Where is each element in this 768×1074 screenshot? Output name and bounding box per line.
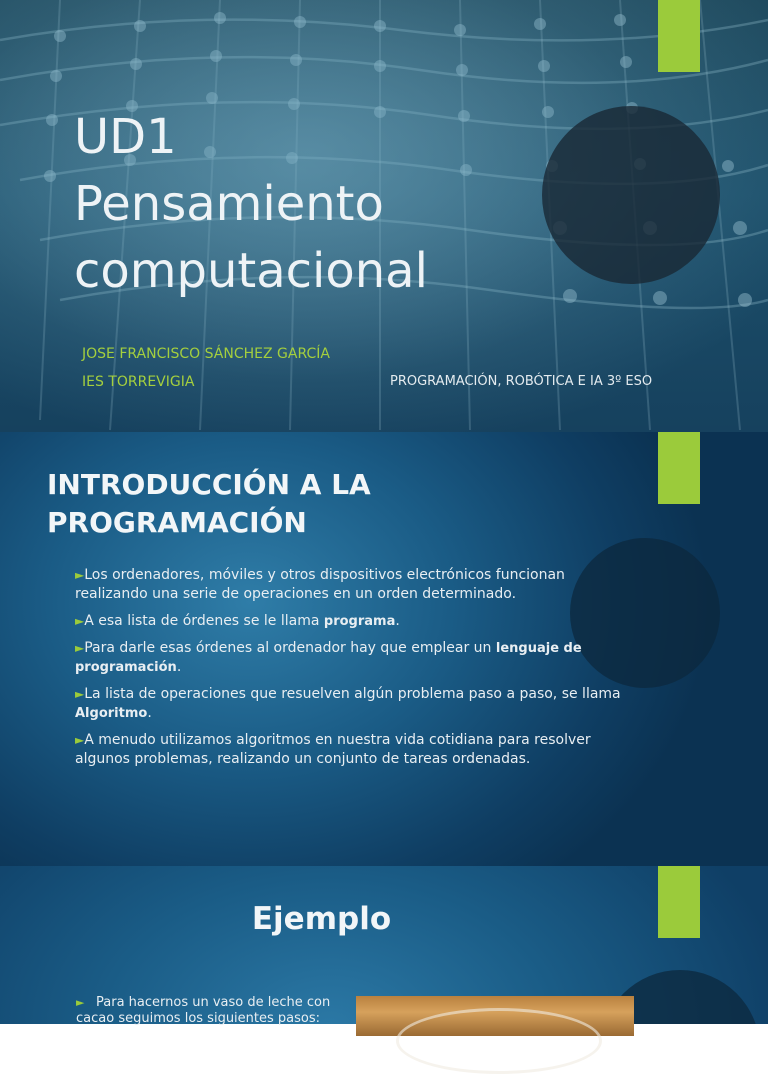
bullet-item bbox=[75, 685, 623, 723]
presentation-title bbox=[74, 104, 428, 305]
slide-title: INTRODUCCIÓN A LA PROGRAMACIÓN bbox=[47, 468, 371, 539]
bullet-arrow-icon: ► bbox=[76, 996, 85, 1009]
bullet-arrow-icon: ► bbox=[75, 641, 85, 655]
glass-rim bbox=[396, 1008, 602, 1074]
bullet-tail: . bbox=[176, 659, 182, 675]
bullet-arrow-icon: ► bbox=[75, 687, 85, 701]
accent-bar bbox=[658, 432, 700, 504]
bullet-text: Para darle esas órdenes al ordenador hay que emplear un bbox=[84, 640, 496, 656]
slide-title: Ejemplo bbox=[251, 901, 392, 937]
bullet-item bbox=[76, 995, 346, 1027]
bullet-text: Los ordenadores, móviles y otros dispositivos electrónicos funcionan realizando una serie de operaciones en un orden determinado. bbox=[75, 567, 565, 602]
bullet-item bbox=[75, 639, 623, 677]
author-name: JOSE FRANCISCO SÁNCHEZ GARCÍA bbox=[82, 346, 330, 362]
bullet-text: A esa lista de órdenes se le llama bbox=[84, 613, 324, 629]
bullet-text: Para hacernos un vaso de leche con cacao seguimos los siguientes pasos: bbox=[76, 995, 331, 1026]
bullet-keyword: programa bbox=[323, 614, 396, 629]
title-line: UD1 bbox=[74, 109, 177, 165]
title-slide bbox=[0, 0, 768, 432]
bullet-keyword: Algoritmo bbox=[75, 706, 148, 721]
school-name: IES TORREVIGIA bbox=[82, 374, 195, 390]
bullet-arrow-icon: ► bbox=[75, 733, 85, 747]
cocoa-milk-photo bbox=[356, 996, 634, 1036]
title-line: Pensamiento bbox=[74, 176, 384, 232]
bullet-text: La lista de operaciones que resuelven algún problema paso a paso, se llama bbox=[84, 686, 621, 702]
bullet-item bbox=[75, 731, 623, 769]
title-line: computacional bbox=[74, 243, 428, 299]
bullet-tail: . bbox=[147, 705, 152, 721]
bullet-item bbox=[75, 612, 623, 631]
bullet-arrow-icon: ► bbox=[75, 568, 85, 582]
bullet-tail: . bbox=[395, 613, 400, 629]
subject-label: PROGRAMACIÓN, ROBÓTICA E IA 3º ESO bbox=[390, 374, 653, 389]
accent-bar bbox=[658, 866, 700, 938]
accent-bar bbox=[658, 0, 700, 72]
decorative-circle bbox=[542, 106, 720, 284]
bullet-arrow-icon: ► bbox=[75, 614, 85, 628]
bullet-list bbox=[75, 566, 623, 777]
bullet-text: A menudo utilizamos algoritmos en nuestra vida cotidiana para resolver algunos problemas, realizando un conjunto de tareas ordenadas. bbox=[75, 732, 591, 767]
bullet-keyword: lenguaje de programación bbox=[75, 641, 582, 675]
bullet-item bbox=[75, 566, 623, 604]
